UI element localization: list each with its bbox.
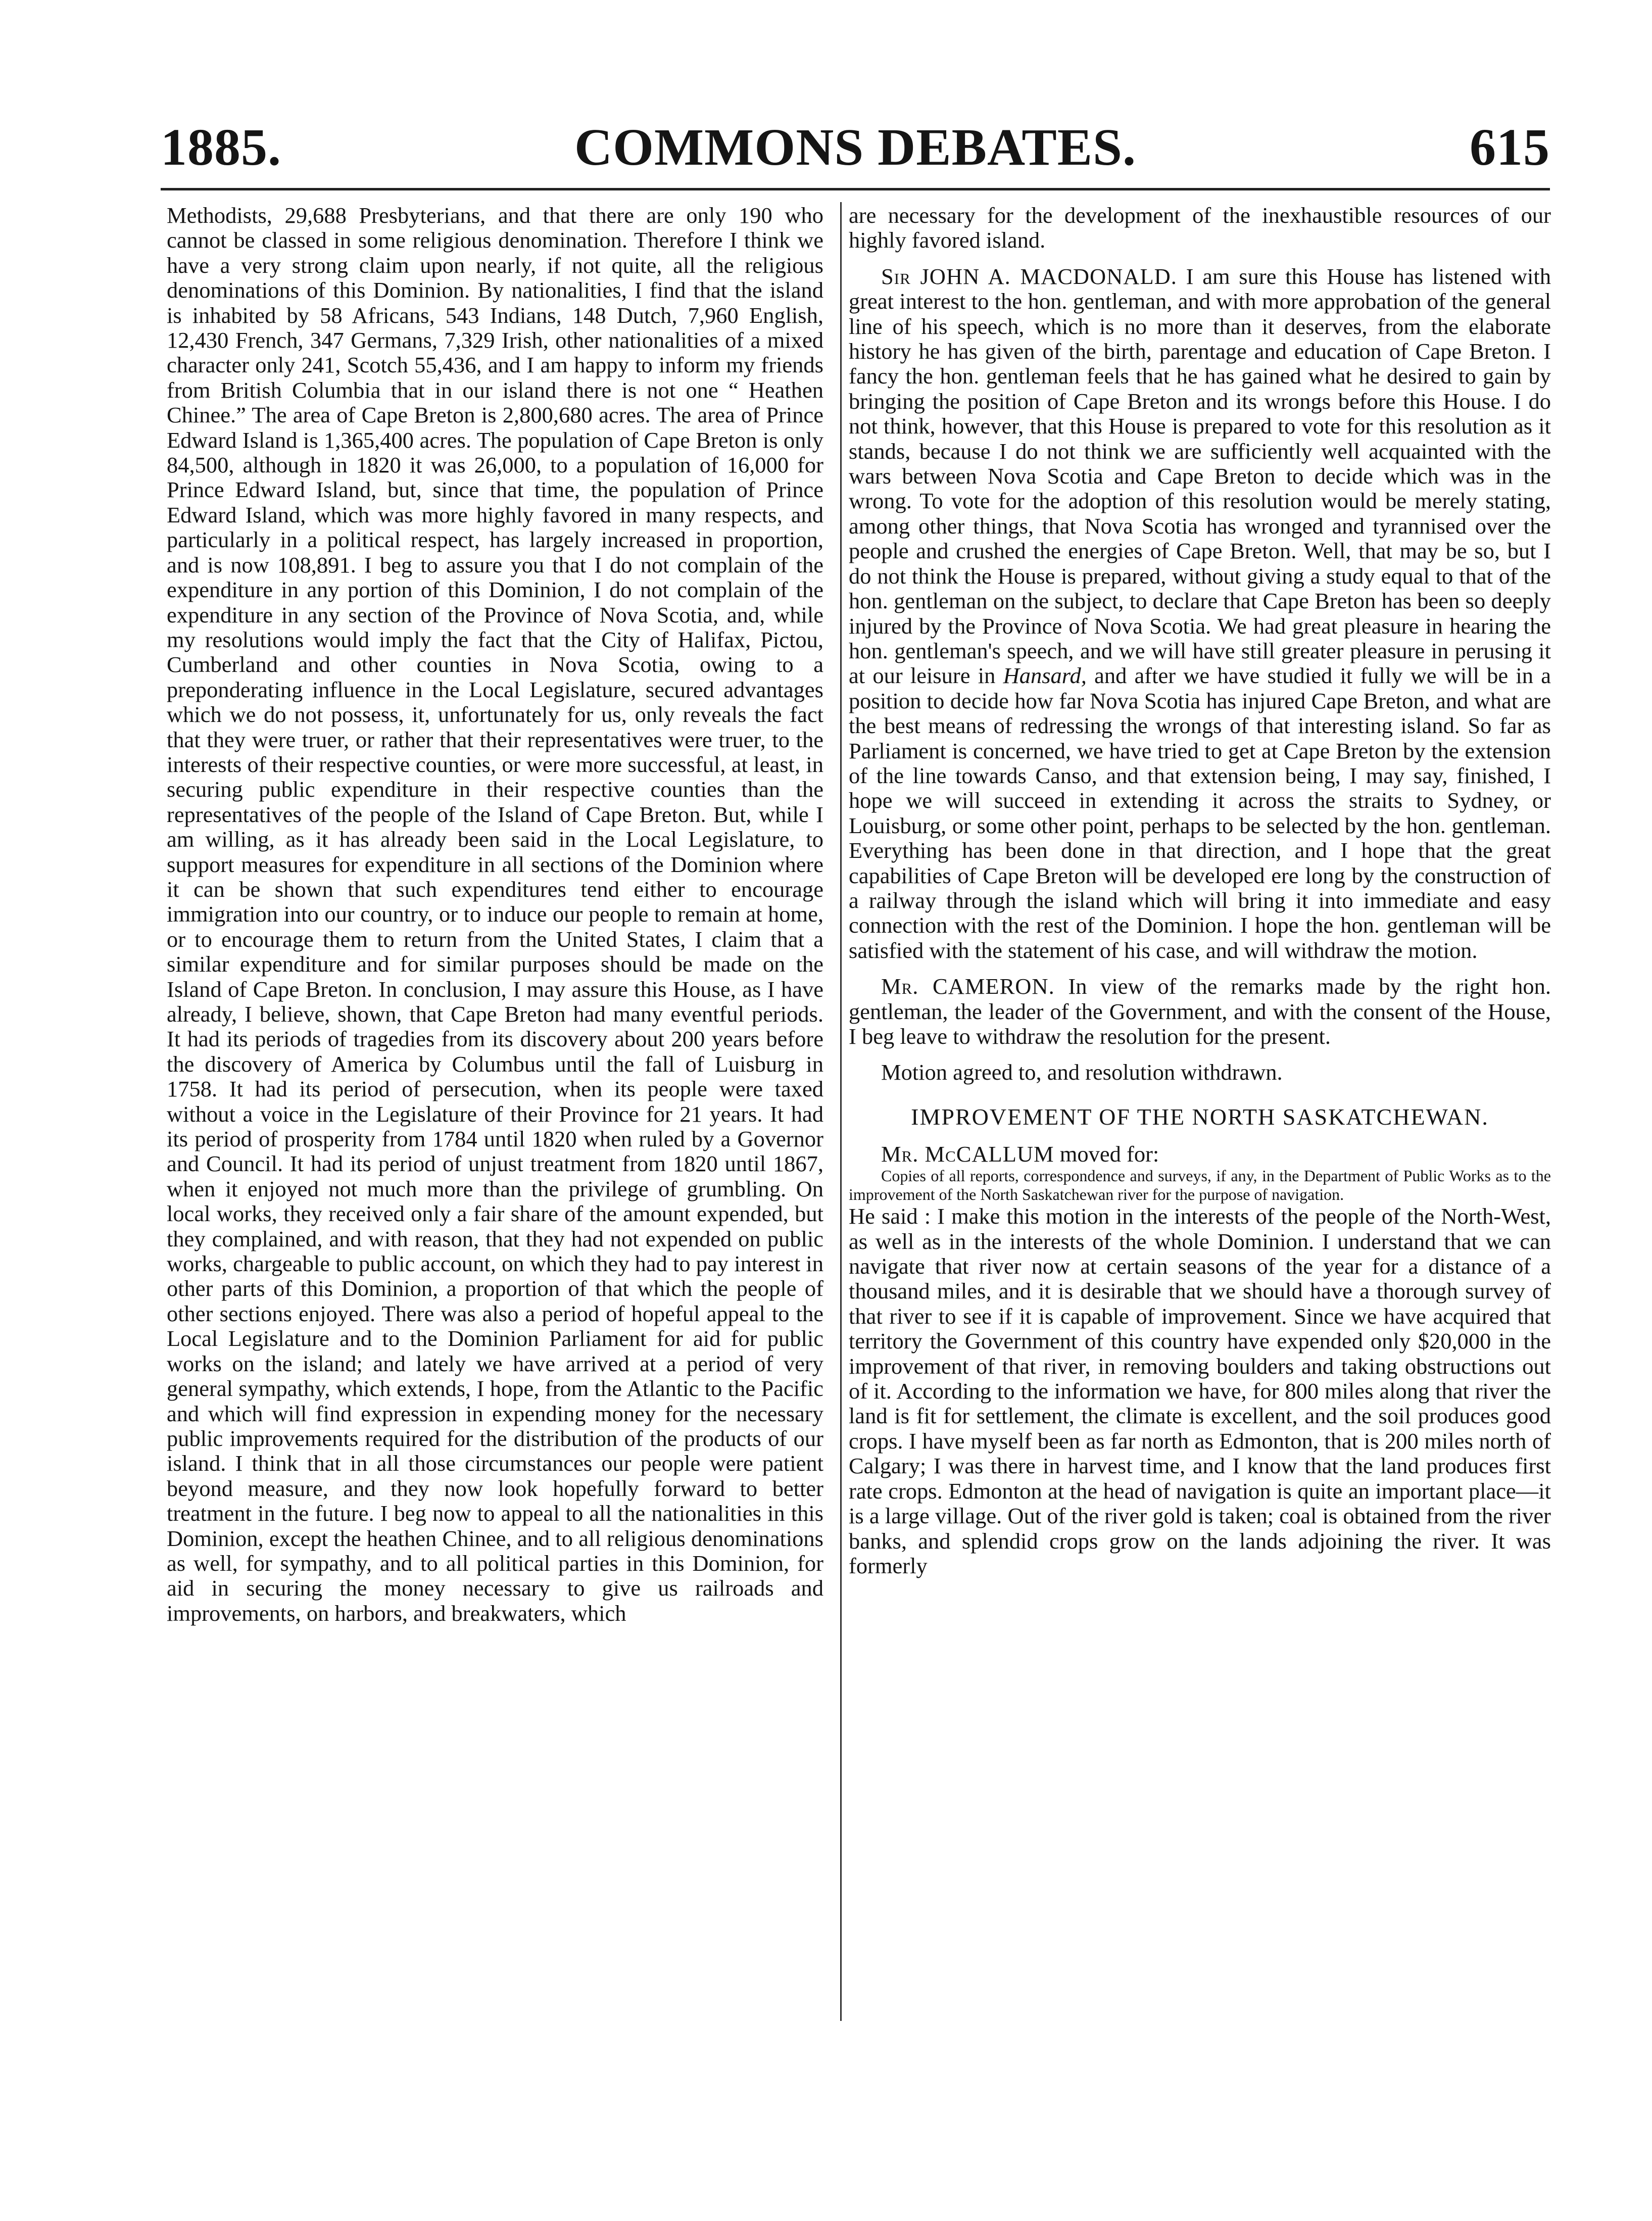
- speech-opening: He said :: [849, 1203, 931, 1229]
- mover-name: Mr. McCALLUM: [881, 1141, 1054, 1167]
- header-title: COMMONS DEBATES.: [574, 118, 1136, 176]
- quoted-motion: Copies of all reports, correspondence and surveys, if any, in the Department of Public Works as to the improvement of the North Saskatchewan river for the purpose of navigation.: [849, 1167, 1551, 1204]
- section-title: IMPROVEMENT OF THE NORTH SASKATCHEWAN.: [911, 1103, 1489, 1130]
- speech-text-continued: and after we have studied it fully we will be in a position to decide how far Nova Scotia has injured Cape Breton, and what are the best means of redressing the wrongs of that interesting island. So far as Parliament is concerned, we have tried to get at Cape Breton by the extension of the line towards Canso, and that extension being, I may say, finished, I hope we will succeed in extending it across the straits to Sydney, or Louisburg, or some other point, perhaps to be selected by the hon. gentleman. Everything has been done in that direction, and I hope that the great capabilities of Cape Breton will be developed ere long by the construction of a railway through the island which will bring it into immediate and easy connection with the rest of the Dominion. I hope the hon. gentleman will be satisfied with the statement of his case, and will withdraw the motion.: [849, 663, 1551, 963]
- column-divider: [840, 202, 842, 2021]
- motion-result: Motion agreed to, and resolution withdrawn.: [881, 1059, 1283, 1085]
- right-column: [849, 203, 1551, 1578]
- moved-for: moved for:: [1059, 1141, 1159, 1167]
- right-continuation: are necessary for the development of the inexhaustible resources of our highly favored island.: [849, 203, 1551, 253]
- motion-line: [849, 1142, 1551, 1167]
- speaker-name: Mr. CAMERON.: [881, 974, 1055, 999]
- left-paragraph: Methodists, 29,688 Presbyterians, and that there are only 190 who cannot be classed in some religious denomination. Therefore I think we have a very strong claim upon nearly, if not quite, all the religious denominations of this Dominion. By nationalities, I find that the island is inhabited by 58 Africans, 543 Indians, 148 Dutch, 7,960 English, 12,430 French, 347 Germans, 7,329 Irish, other nationalities of a mixed character only 241, Scotch 55,436, and I am happy to inform my friends from British Columbia that in our island there is not one “ Heathen Chinee.” The area of Cape Breton is 2,800,680 acres. The area of Prince Edward Island is 1,365,400 acres. The population of Cape Breton is only 84,500, although in 1820 it was 26,000, to a population of 16,000 for Prince Edward Island, but, since that time, the population of Prince Edward Island, which was more highly favored in many respects, and particularly in a political respect, has largely increased in proportion, and is now 108,891. I beg to assure you that I do not complain of the expenditure in any portion of this Dominion, I do not complain of the expenditure in any section of the Province of Nova Scotia, and, while my resolutions would imply the fact that the City of Halifax, Pictou, Cumberland and other counties in Nova Scotia, owing to a preponderating influence in the Local Legislature, secured advantages which we do not possess, it, unfortunately for us, only reveals the fact that they were truer, or rather that their representatives were truer, to the interests of their respective counties, or were more successful, at least, in securing public expenditure in their respective counties than the representatives of the people of the Island of Cape Breton. But, while I am willing, as it has already been said in the Local Legislature, to support measures for expenditure in all sections of the Dominion where it can be shown that such expenditures tend either to encourage immigration into our country, or to induce our people to remain at home, or to encourage them to return from the United States, I claim that a similar expenditure and for similar purposes should be made on the Island of Cape Breton. In conclusion, I may assure this House, as I have already, I believe, shown, that Cape Breton had many eventful periods. It had its periods of tragedies from its discovery about 200 years before the discovery of America by Columbus until the fall of Luisburg in 1758. It had its period of persecution, when its people were taxed without a voice in the Legislature of their Province for 21 years. It had its period of prosperity from 1784 until 1820 when ruled by a Governor and Council. It had its period of unjust treatment from 1820 until 1867, when it enjoyed not much more than the privilege of grumbling. On local works, they received only a fair share of the amount expended, but they complained, and with reason, that they had not expended on public works, chargeable to public account, on which they had to pay interest in other parts of this Dominion, a proportion of that which the people of other sections enjoyed. There was also a period of hopeful appeal to the Local Legislature and to the Dominion Parliament for aid for public works on the island; and lately we have arrived at a period of very general sympathy, which extends, I hope, from the Atlantic to the Pacific and which will find expression in expending money for the necessary public improvements required for the distribution of the products of our island. I think that in all those circumstances our people were patient beyond measure, and they now look hopefully forward to better treatment in the future. I beg now to appeal to all the nationalities in this Dominion, except the heathen Chinee, and to all religious denominations as well, for sympathy, and to all political parties in this Dominion, for aid in securing the money necessary to give us railroads and improvements, on harbors, and breakwaters, which: [167, 203, 823, 1626]
- header-page-number: 615: [1470, 118, 1550, 176]
- hansard-italic: Hansard,: [1003, 663, 1087, 689]
- speech-text: I make this motion in the interests of the people of the North-West, as well as in the interests of the whole Dominion. I understand that we can navigate that river now at certain seasons of the year for a distance of a thousand miles, and it is desirable that we should have a thorough survey of that river to see if it is capable of improvement. Since we have acquired that territory the Government of this country have expended only $20,000 in the improvement of that river, in removing boulders and taking obstructions out of it. According to the information we have, for 800 miles along that river the land is fit for settlement, the climate is excellent, and the soil produces good crops. I have myself been as far north as Edmonton, that is 200 miles north of Calgary; I was there in harvest time, and I know that the land produces first rate crops. Edmonton at the head of navigation is quite an important place—it is a large village. Out of the river gold is taken; coal is obtained from the river banks, and splendid crops grow on the lands adjoining the river. It was formerly: [849, 1203, 1551, 1578]
- cameron-speech: [849, 974, 1551, 1049]
- mccallum-speech: [849, 1204, 1551, 1578]
- speech-text: I am sure this House has listened with great interest to the hon. gentleman, and with more approbation of the general line of his speech, which is no more than it deserves, from the elaborate history he has given of the birth, parentage and education of Cape Breton. I fancy the hon. gentleman feels that he has gained what he desired to gain by bringing the position of Cape Breton and its wrongs before this House. I do not think, however, that this House is prepared to vote for this resolution as it stands, because I do not think we are sufficiently well acquainted with the wars between Nova Scotia and Cape Breton to decide which was in the wrong. To vote for the adoption of this resolution would be merely stating, among other things, that Nova Scotia has wronged and tyrannised over the people and crushed the energies of Cape Breton. Well, that may be so, but I do not think the House is prepared, without giving a study equal to that of the hon. gentleman on the subject, to declare that Cape Breton has been so deeply injured by the Province of Nova Scotia. We had great pleasure in hearing the hon. gentleman's speech, and we will have still greater pleasure in perusing it at our leisure in: [849, 263, 1551, 689]
- header-rule: [161, 188, 1550, 190]
- macdonald-speech: [849, 264, 1551, 963]
- left-column: [167, 203, 823, 1626]
- page-header: [161, 117, 1550, 178]
- speech-text: In view of the remarks made by the right hon. gentleman, the leader of the Government, and with the consent of the House, I beg leave to withdraw the resolution for the present.: [849, 974, 1551, 1049]
- header-year: 1885.: [161, 118, 281, 176]
- speaker-name: Sir JOHN A. MACDONALD.: [881, 263, 1177, 289]
